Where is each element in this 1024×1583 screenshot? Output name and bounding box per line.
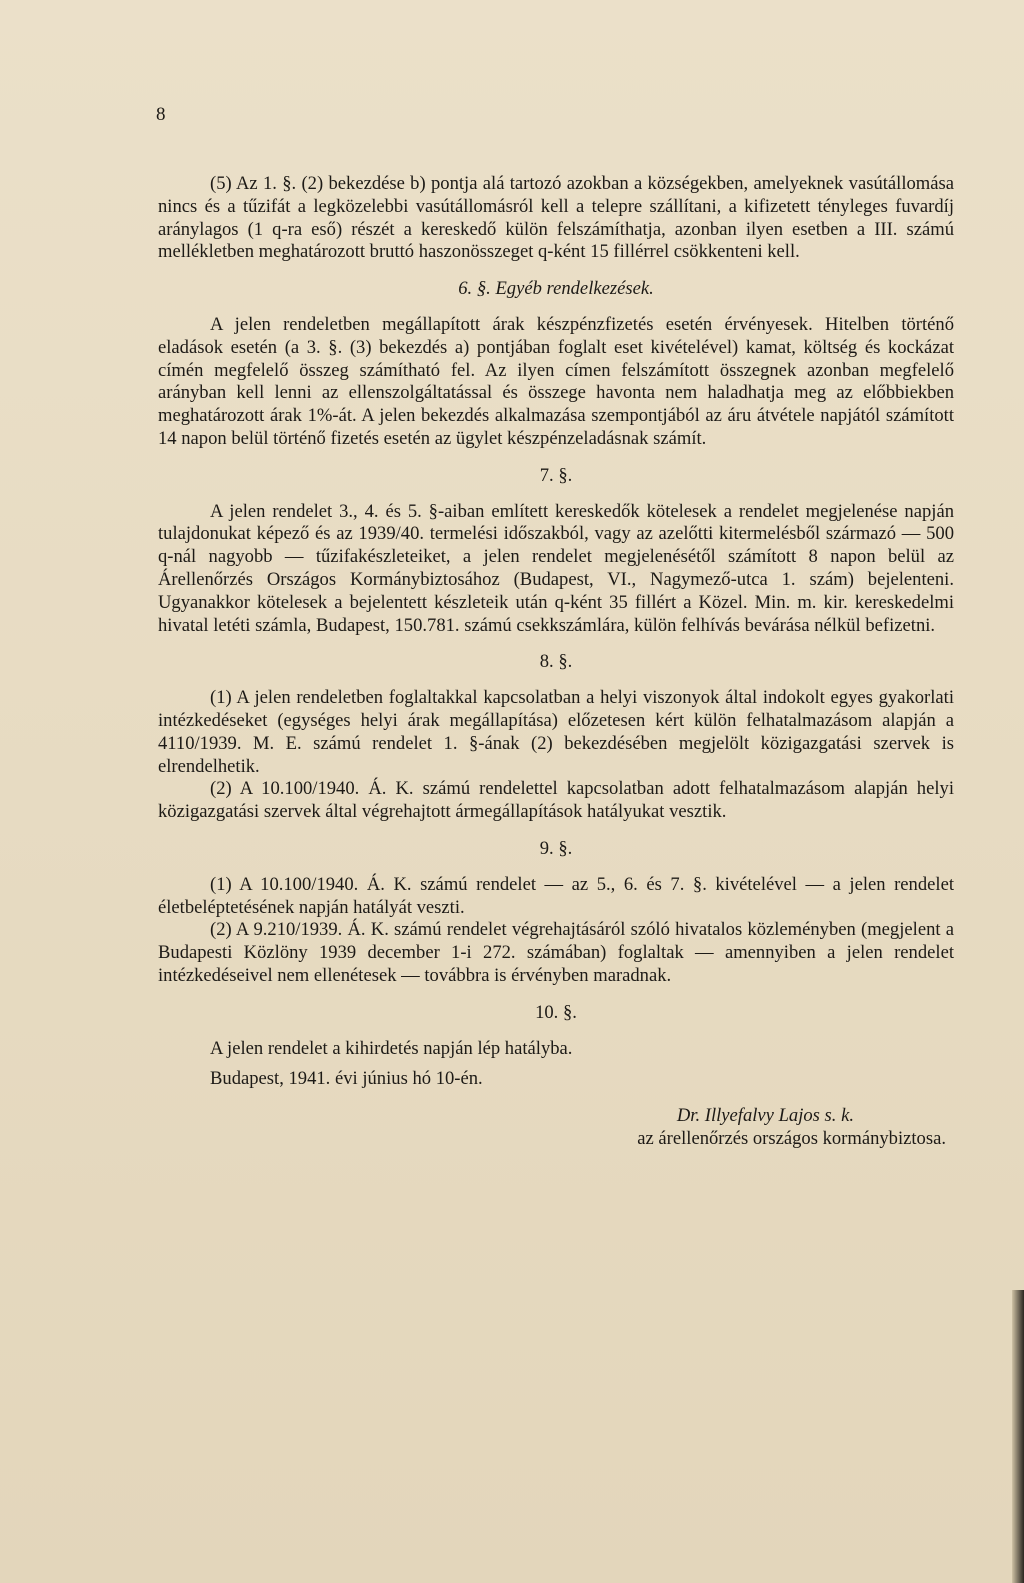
paragraph-5: (5) Az 1. §. (2) bekezdése b) pontja alá tartozó azokban a községekben, amelyeknek vasútállomása nincs és a tűzifát a legközelebbi vasútállomásról kell a telepre szállítani, a kifizetett tényleges fuvardíj aránylagos (1 q-ra eső) részét a kereskedő külön felszámíthatja, azonban ilyen esetben a III. számú mellékletben meghatározott bruttó haszonösszeget q-ként 15 fillérrel csökkenteni kell.: [158, 173, 954, 263]
section-9-heading: 9. §.: [539, 837, 573, 859]
section-6-text: A jelen rendeletben megállapított árak készpénzfizetés esetén érvényesek. Hitelben történő eladások esetén (a 3. §. (3) bekezdés a) pontjában foglalt eset kivételével) kamat, költség és kockázat címén megfelelő összeg számítható fel. Az ilyen címen felszámított összegnek azonban megfelelő arányban kell lenni az ellenszolgáltatással és összege havonta nem haladhatja meg az előbbiekben meghatározott árak 1%-át. A jelen bekezdés alkalmazása szempontjából az áru átvétele napjától számított 14 napon belül történő fizetés esetén az ügylet készpénzeladásnak számít.: [158, 313, 954, 449]
section-10-text: A jelen rendelet a kihirdetés napján lép hatályba.: [210, 1037, 573, 1059]
page-edge-shadow: [1012, 1290, 1024, 1583]
page-number: 8: [156, 104, 166, 125]
document-body: [158, 173, 954, 1151]
section-8-heading: 8. §.: [539, 651, 573, 673]
section-9-paragraph-2: (2) A 9.210/1939. Á. K. számú rendelet végrehajtásáról szóló hivatalos közleményben (megjelent a Budapesti Közlöny 1939 december 1-i 272. számában) foglaltak — amennyiben a jelen rendelet intézkedéseivel nem ellenétesek — továbbra is érvényben maradnak.: [158, 919, 954, 986]
signature-title: az árellenőrzés országos kormánybiztosa.: [637, 1127, 946, 1149]
section-8-paragraph-1: (1) A jelen rendeletben foglaltakkal kapcsolatban a helyi viszonyok által indokolt egyes gyakorlati intézkedéseket (egységes helyi árak megállapítása) előzetesen kért külön felhatalmazásom alapján a 4110/1939. M. E. számú rendelet 1. §-ának (2) bekezdésében megjelölt közigazgatási szervek is elrendelhetik.: [158, 687, 954, 777]
signature-name: Dr. Illyefalvy Lajos s. k.: [676, 1105, 854, 1127]
section-10-heading: 10. §.: [535, 1001, 577, 1023]
date-line: Budapest, 1941. évi június hó 10-én.: [210, 1068, 483, 1090]
section-7-heading: 7. §.: [539, 464, 573, 486]
section-6-heading: 6. §. Egyéb rendelkezések.: [458, 278, 654, 300]
section-8-paragraph-2: (2) A 10.100/1940. Á. K. számú rendelettel kapcsolatban adott felhatalmazásom alapján helyi közigazgatási szervek által végrehajtott ármegállapítások hatályukat vesztik.: [158, 778, 954, 823]
section-9-paragraph-1: (1) A 10.100/1940. Á. K. számú rendelet — az 5., 6. és 7. §. kivételével — a jelen rendelet életbeléptetésének napján hatályát veszti.: [158, 873, 954, 918]
section-7-text: A jelen rendelet 3., 4. és 5. §-aiban említett kereskedők kötelesek a rendelet megjelenése napján tulajdonukat képező és az 1939/40. termelési időszakból, vagy az azelőtti kitermelésből származó — 500 q-nál nagyobb — tűzifakészleteiket, a jelen rendelet megjelenésétől számított 8 napon belül az Árellenőrzés Országos Kormánybiztosához (Budapest, VI., Nagymező-utca 1. szám) bejelenteni. Ugyanakkor kötelesek a bejelentett készleteik után q-ként 35 fillért a Közel. Min. m. kir. kereskedelmi hivatal letéti számla, Budapest, 150.781. számú csekkszámlára, külön felhívás bevárása nélkül befizetni.: [158, 500, 954, 636]
